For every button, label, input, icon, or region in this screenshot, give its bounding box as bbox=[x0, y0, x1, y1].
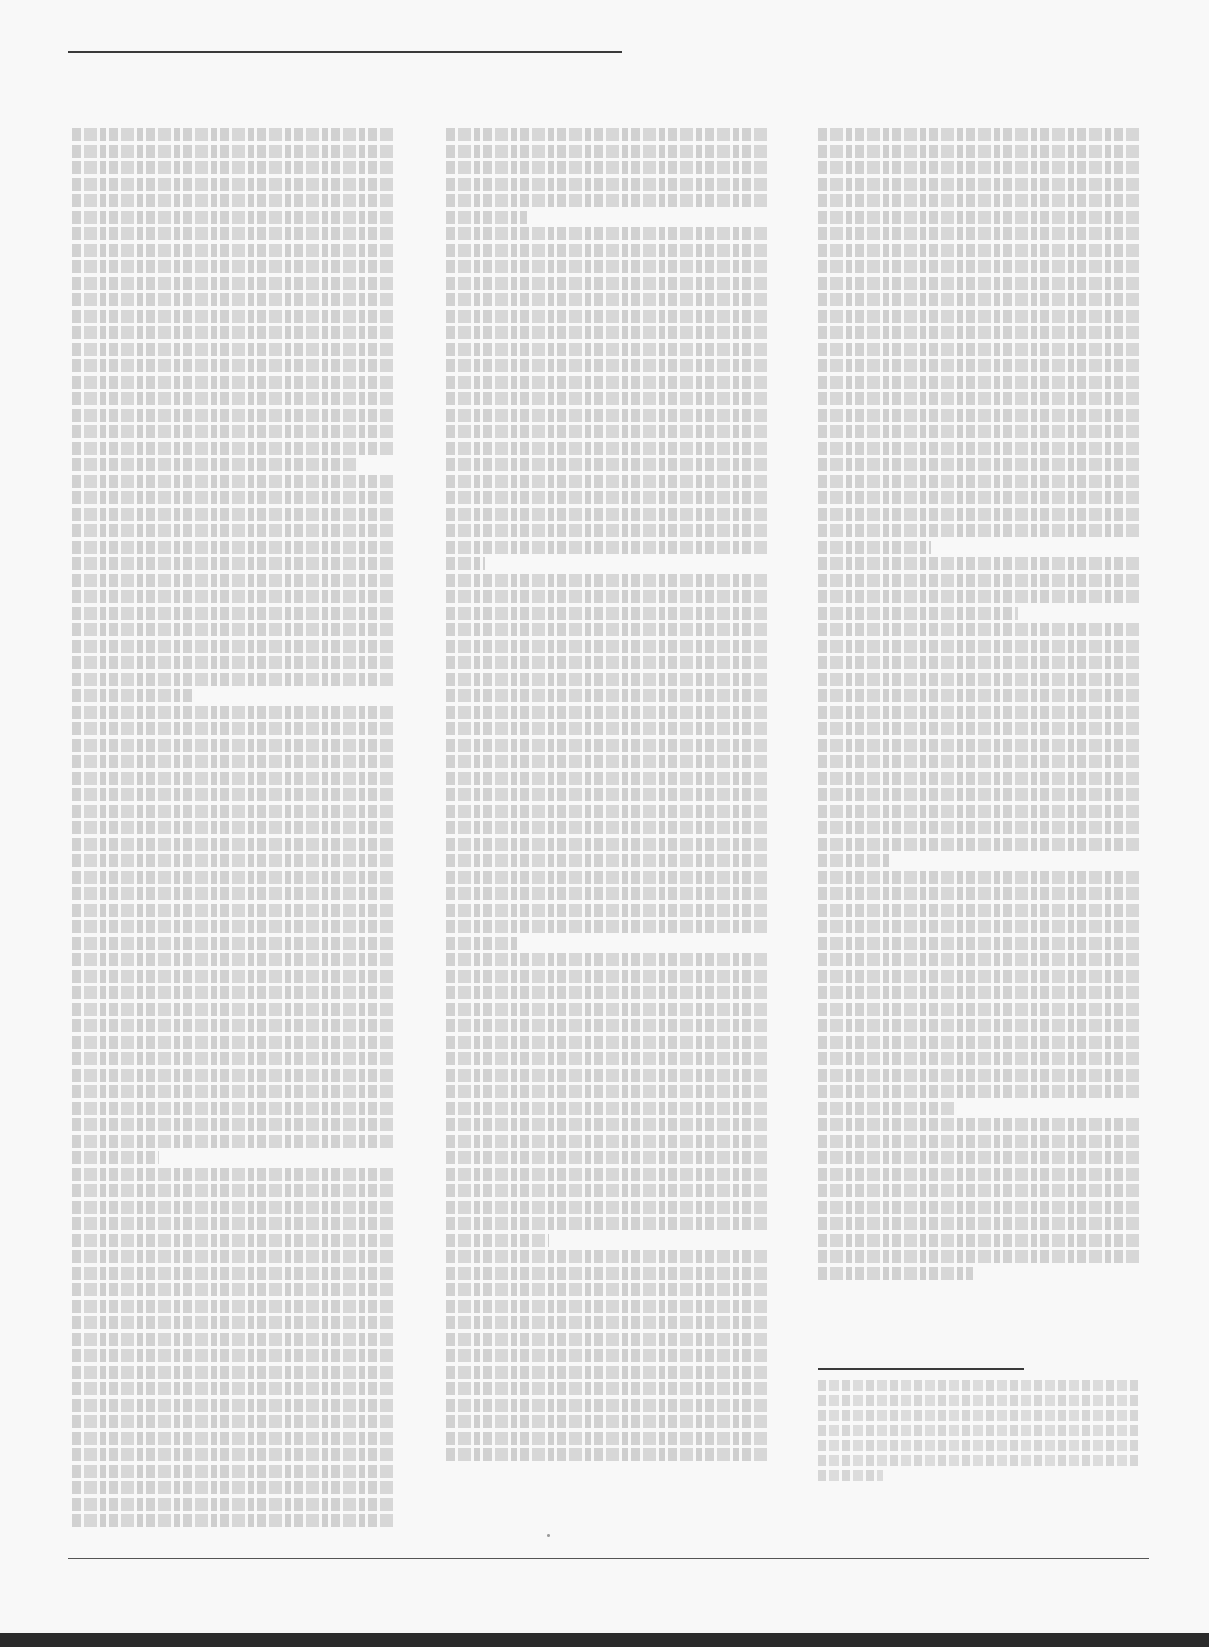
text-line bbox=[818, 739, 1141, 752]
text-line bbox=[446, 1052, 769, 1065]
text-line bbox=[818, 1135, 1141, 1148]
text-line bbox=[72, 755, 395, 768]
text-line bbox=[72, 310, 395, 323]
text-line bbox=[72, 1234, 395, 1247]
text-line bbox=[818, 442, 1141, 455]
text-line bbox=[818, 937, 1141, 950]
text-line bbox=[72, 953, 395, 966]
text-line bbox=[818, 1118, 1141, 1131]
text-line bbox=[72, 788, 395, 801]
text-line bbox=[72, 1135, 395, 1148]
text-column-2 bbox=[446, 128, 769, 1465]
text-line bbox=[446, 425, 769, 438]
text-line bbox=[72, 1349, 395, 1362]
text-line bbox=[446, 1399, 769, 1412]
text-line bbox=[72, 986, 395, 999]
text-line bbox=[72, 607, 395, 620]
text-line bbox=[446, 689, 769, 702]
text-line bbox=[72, 1283, 395, 1296]
text-line bbox=[72, 772, 395, 785]
text-line bbox=[818, 970, 1141, 983]
text-line bbox=[72, 1085, 395, 1098]
footnote-line bbox=[818, 1395, 1141, 1406]
text-line bbox=[818, 491, 1141, 504]
footnotes-block bbox=[818, 1380, 1141, 1485]
text-line bbox=[72, 392, 395, 405]
text-line bbox=[72, 557, 395, 570]
text-line bbox=[72, 1019, 395, 1032]
text-line bbox=[818, 277, 1141, 290]
text-line bbox=[72, 871, 395, 884]
text-line bbox=[72, 1300, 395, 1313]
text-line bbox=[72, 1415, 395, 1428]
text-line bbox=[446, 1019, 769, 1032]
footnote-line bbox=[818, 1410, 1141, 1421]
text-line bbox=[446, 178, 769, 191]
text-line bbox=[72, 1184, 395, 1197]
text-line bbox=[446, 673, 769, 686]
paragraph bbox=[446, 953, 769, 1247]
text-line bbox=[446, 904, 769, 917]
text-line bbox=[72, 1316, 395, 1329]
text-line bbox=[72, 1118, 395, 1131]
text-line bbox=[446, 392, 769, 405]
paragraph bbox=[818, 1118, 1141, 1280]
text-line bbox=[446, 1432, 769, 1445]
text-line bbox=[818, 838, 1141, 851]
text-line bbox=[818, 145, 1141, 158]
text-line bbox=[446, 854, 769, 867]
text-line bbox=[818, 227, 1141, 240]
text-line bbox=[818, 854, 889, 867]
paragraph bbox=[72, 1168, 395, 1528]
text-line bbox=[818, 1168, 1141, 1181]
text-line bbox=[818, 458, 1141, 471]
text-line bbox=[446, 541, 769, 554]
text-line bbox=[446, 1151, 769, 1164]
text-line bbox=[818, 656, 1141, 669]
text-line bbox=[72, 128, 395, 141]
paragraph bbox=[72, 475, 395, 703]
text-line bbox=[446, 755, 769, 768]
text-line bbox=[818, 805, 1141, 818]
text-line bbox=[818, 211, 1141, 224]
text-line bbox=[446, 1267, 769, 1280]
text-line bbox=[446, 1366, 769, 1379]
text-line bbox=[72, 904, 395, 917]
text-line bbox=[446, 1069, 769, 1082]
text-line bbox=[446, 326, 769, 339]
text-line bbox=[446, 508, 769, 521]
text-line bbox=[446, 590, 769, 603]
text-line bbox=[72, 640, 395, 653]
text-line bbox=[818, 1201, 1141, 1214]
text-line bbox=[818, 326, 1141, 339]
text-line bbox=[446, 1085, 769, 1098]
text-line bbox=[446, 343, 769, 356]
text-line bbox=[818, 904, 1141, 917]
text-line bbox=[446, 194, 769, 207]
text-line bbox=[446, 442, 769, 455]
text-line bbox=[446, 1217, 769, 1230]
text-line bbox=[446, 227, 769, 240]
text-line bbox=[446, 706, 769, 719]
text-line bbox=[446, 739, 769, 752]
text-line bbox=[446, 656, 769, 669]
text-line bbox=[818, 541, 931, 554]
text-line bbox=[72, 739, 395, 752]
text-column-1 bbox=[72, 128, 395, 1531]
text-line bbox=[818, 590, 1141, 603]
text-line bbox=[446, 871, 769, 884]
paragraph bbox=[818, 128, 1141, 554]
text-line bbox=[72, 458, 356, 471]
text-line bbox=[818, 673, 1141, 686]
text-column-3 bbox=[818, 128, 1141, 1283]
text-line bbox=[72, 1382, 395, 1395]
text-line bbox=[818, 821, 1141, 834]
text-line bbox=[446, 1382, 769, 1395]
text-line bbox=[72, 293, 395, 306]
text-line bbox=[446, 359, 769, 372]
header-rule bbox=[68, 51, 622, 53]
text-line bbox=[72, 821, 395, 834]
footnote-line bbox=[818, 1455, 1141, 1466]
text-line bbox=[818, 871, 1141, 884]
text-line bbox=[818, 1036, 1141, 1049]
text-line bbox=[446, 475, 769, 488]
text-line bbox=[818, 1102, 954, 1115]
text-line bbox=[818, 986, 1141, 999]
text-line bbox=[818, 1003, 1141, 1016]
text-line bbox=[818, 409, 1141, 422]
text-line bbox=[818, 1069, 1141, 1082]
text-line bbox=[818, 194, 1141, 207]
text-line bbox=[446, 1201, 769, 1214]
paragraph bbox=[446, 128, 769, 224]
text-line bbox=[72, 425, 395, 438]
paragraph bbox=[446, 1250, 769, 1461]
text-line bbox=[72, 1201, 395, 1214]
text-line bbox=[818, 623, 1141, 636]
text-line bbox=[72, 277, 395, 290]
footnote-line bbox=[818, 1440, 1141, 1451]
text-line bbox=[818, 508, 1141, 521]
text-line bbox=[72, 376, 395, 389]
text-line bbox=[446, 491, 769, 504]
text-line bbox=[446, 821, 769, 834]
text-line bbox=[818, 376, 1141, 389]
text-line bbox=[818, 161, 1141, 174]
text-line bbox=[446, 293, 769, 306]
text-line bbox=[72, 673, 395, 686]
paragraph bbox=[446, 227, 769, 570]
text-line bbox=[446, 524, 769, 537]
text-line bbox=[446, 1102, 769, 1115]
text-line bbox=[72, 970, 395, 983]
text-line bbox=[446, 887, 769, 900]
text-line bbox=[818, 343, 1141, 356]
paragraph bbox=[446, 574, 769, 950]
text-line bbox=[72, 805, 395, 818]
text-line bbox=[72, 706, 395, 719]
text-line bbox=[446, 1234, 549, 1247]
text-line bbox=[818, 1234, 1141, 1247]
text-line bbox=[72, 920, 395, 933]
footnote-line bbox=[818, 1425, 1141, 1436]
text-line bbox=[72, 244, 395, 257]
text-line bbox=[446, 722, 769, 735]
text-line bbox=[72, 524, 395, 537]
paragraph bbox=[818, 871, 1141, 1115]
text-line bbox=[446, 953, 769, 966]
text-line bbox=[818, 920, 1141, 933]
text-line bbox=[446, 1333, 769, 1346]
text-line bbox=[446, 805, 769, 818]
text-line bbox=[72, 508, 395, 521]
text-line bbox=[446, 986, 769, 999]
text-line bbox=[446, 623, 769, 636]
text-line bbox=[72, 1267, 395, 1280]
text-line bbox=[72, 475, 395, 488]
text-line bbox=[72, 1481, 395, 1494]
text-line bbox=[446, 838, 769, 851]
text-line bbox=[446, 1135, 769, 1148]
text-line bbox=[446, 607, 769, 620]
text-line bbox=[446, 458, 769, 471]
text-line bbox=[818, 722, 1141, 735]
text-line bbox=[446, 277, 769, 290]
text-line bbox=[446, 145, 769, 158]
text-line bbox=[72, 260, 395, 273]
text-line bbox=[446, 557, 485, 570]
text-line bbox=[72, 1102, 395, 1115]
text-line bbox=[72, 227, 395, 240]
text-line bbox=[818, 1267, 973, 1280]
text-line bbox=[72, 343, 395, 356]
text-line bbox=[72, 689, 195, 702]
text-line bbox=[818, 524, 1141, 537]
footnote-rule bbox=[818, 1368, 1024, 1370]
text-line bbox=[72, 1448, 395, 1461]
text-line bbox=[72, 574, 395, 587]
text-line bbox=[72, 1250, 395, 1263]
text-line bbox=[446, 211, 527, 224]
text-line bbox=[446, 128, 769, 141]
text-line bbox=[818, 475, 1141, 488]
text-line bbox=[72, 194, 395, 207]
footnote-line bbox=[818, 1470, 883, 1481]
text-line bbox=[446, 1168, 769, 1181]
text-line bbox=[446, 772, 769, 785]
text-line bbox=[446, 1415, 769, 1428]
paragraph bbox=[818, 623, 1141, 867]
text-line bbox=[818, 887, 1141, 900]
text-line bbox=[72, 1465, 395, 1478]
footer-rule bbox=[68, 1558, 1149, 1559]
text-line bbox=[72, 1151, 159, 1164]
text-line bbox=[446, 1118, 769, 1131]
text-line bbox=[446, 1184, 769, 1197]
text-line bbox=[72, 1514, 395, 1527]
text-line bbox=[446, 1283, 769, 1296]
footnote-line bbox=[818, 1380, 1141, 1391]
scan-edge bbox=[0, 1633, 1209, 1647]
text-line bbox=[446, 161, 769, 174]
text-line bbox=[818, 788, 1141, 801]
text-line bbox=[72, 854, 395, 867]
text-line bbox=[446, 244, 769, 257]
text-line bbox=[72, 541, 395, 554]
text-line bbox=[72, 590, 395, 603]
text-line bbox=[72, 178, 395, 191]
text-line bbox=[818, 260, 1141, 273]
text-line bbox=[818, 689, 1141, 702]
text-line bbox=[72, 937, 395, 950]
text-line bbox=[818, 755, 1141, 768]
text-line bbox=[72, 161, 395, 174]
text-line bbox=[818, 1184, 1141, 1197]
text-line bbox=[72, 1366, 395, 1379]
text-line bbox=[446, 920, 769, 933]
text-line bbox=[72, 1168, 395, 1181]
text-line bbox=[818, 1151, 1141, 1164]
text-line bbox=[818, 359, 1141, 372]
text-line bbox=[446, 1349, 769, 1362]
text-line bbox=[446, 1448, 769, 1461]
text-line bbox=[818, 1052, 1141, 1065]
text-line bbox=[818, 953, 1141, 966]
text-line bbox=[446, 260, 769, 273]
text-line bbox=[446, 1036, 769, 1049]
text-line bbox=[818, 1019, 1141, 1032]
text-line bbox=[446, 970, 769, 983]
text-line bbox=[818, 1217, 1141, 1230]
text-line bbox=[818, 310, 1141, 323]
text-line bbox=[818, 178, 1141, 191]
text-line bbox=[72, 211, 395, 224]
text-line bbox=[72, 326, 395, 339]
text-line bbox=[446, 310, 769, 323]
text-line bbox=[72, 1217, 395, 1230]
text-line bbox=[446, 574, 769, 587]
text-line bbox=[818, 1085, 1141, 1098]
text-line bbox=[72, 1399, 395, 1412]
paragraph bbox=[818, 557, 1141, 620]
text-line bbox=[446, 1316, 769, 1329]
text-line bbox=[818, 706, 1141, 719]
paragraph bbox=[72, 706, 395, 1165]
text-line bbox=[72, 1052, 395, 1065]
text-line bbox=[446, 788, 769, 801]
text-line bbox=[818, 607, 1018, 620]
text-line bbox=[72, 656, 395, 669]
text-line bbox=[72, 838, 395, 851]
text-line bbox=[446, 376, 769, 389]
text-line bbox=[72, 1333, 395, 1346]
text-line bbox=[72, 722, 395, 735]
text-line bbox=[72, 145, 395, 158]
text-line bbox=[446, 409, 769, 422]
text-line bbox=[446, 1250, 769, 1263]
text-line bbox=[818, 557, 1141, 570]
text-line bbox=[446, 1300, 769, 1313]
text-line bbox=[72, 623, 395, 636]
text-line bbox=[72, 359, 395, 372]
text-line bbox=[72, 1069, 395, 1082]
text-line bbox=[818, 1250, 1141, 1263]
text-line bbox=[72, 1003, 395, 1016]
text-line bbox=[446, 937, 517, 950]
page-mark bbox=[547, 1534, 550, 1537]
text-line bbox=[818, 293, 1141, 306]
text-line bbox=[818, 574, 1141, 587]
text-line bbox=[818, 425, 1141, 438]
text-line bbox=[72, 1432, 395, 1445]
text-line bbox=[72, 1498, 395, 1511]
text-line bbox=[72, 409, 395, 422]
text-line bbox=[72, 887, 395, 900]
text-line bbox=[818, 640, 1141, 653]
text-line bbox=[72, 1036, 395, 1049]
text-line bbox=[446, 640, 769, 653]
text-line bbox=[818, 128, 1141, 141]
paragraph bbox=[72, 128, 395, 471]
text-line bbox=[818, 244, 1141, 257]
text-line bbox=[818, 772, 1141, 785]
text-line bbox=[446, 1003, 769, 1016]
text-line bbox=[72, 491, 395, 504]
text-line bbox=[72, 442, 395, 455]
text-line bbox=[818, 392, 1141, 405]
